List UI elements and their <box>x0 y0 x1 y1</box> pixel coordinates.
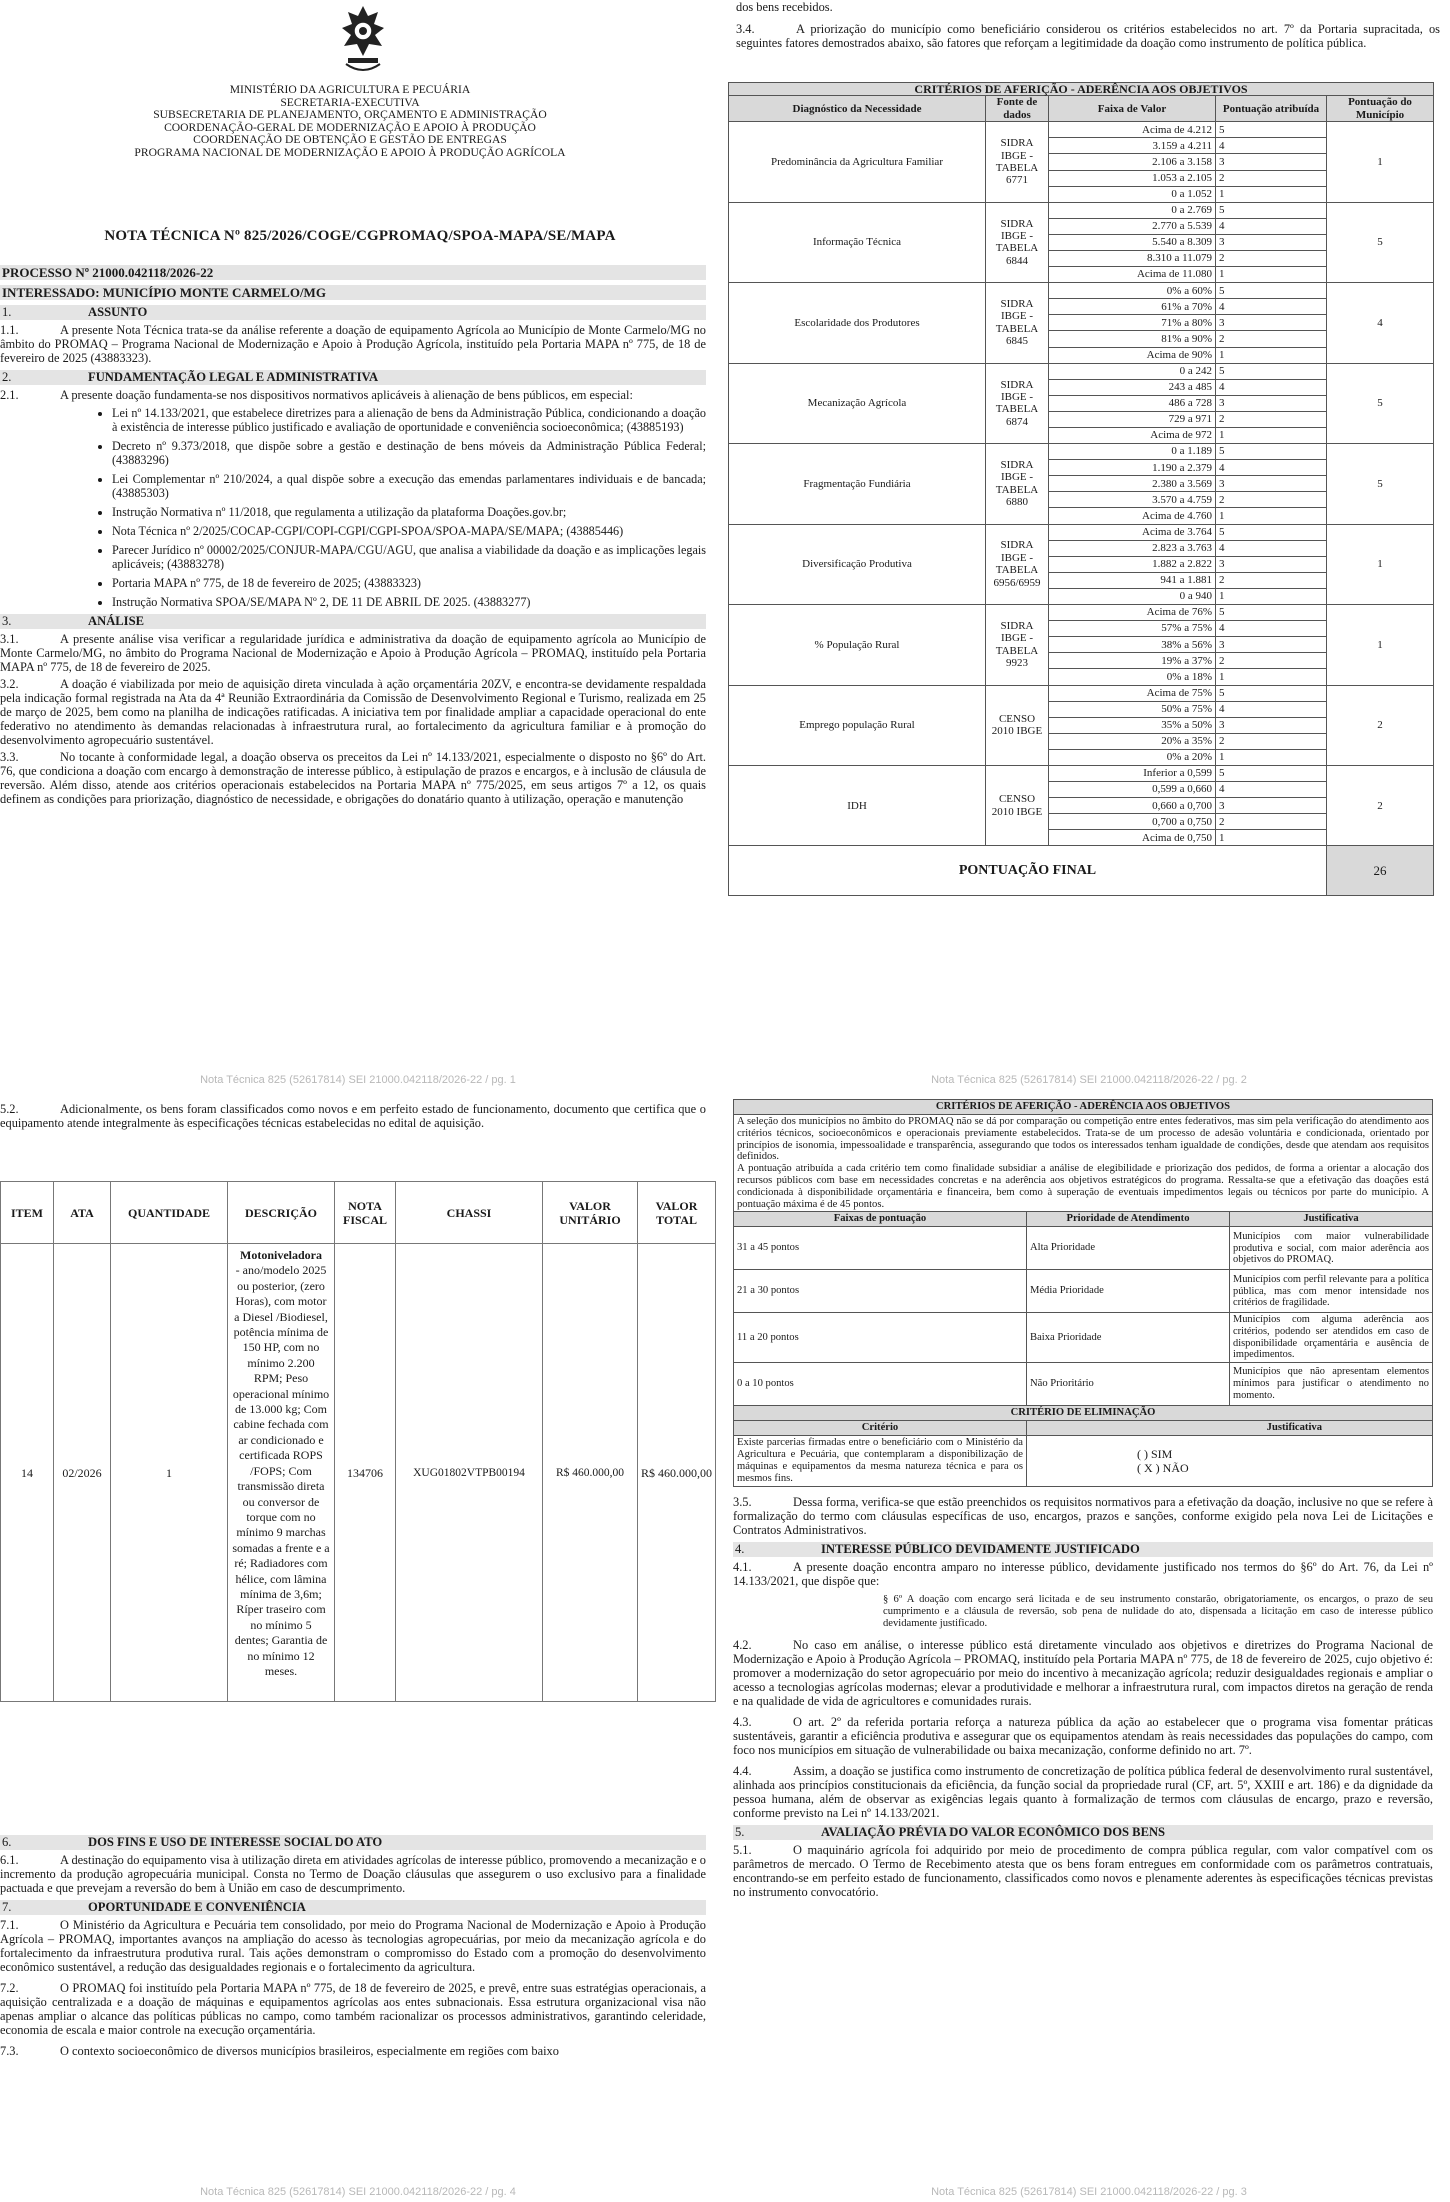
source-cell: SIDRA IBGE - TABELA 9923 <box>986 605 1049 685</box>
range-cell: 8.310 a 11.079 <box>1049 250 1216 266</box>
list-item: • Nota Técnica nº 2/2025/COCAP-CGPI/COPI-CGPI/CGPI-SPOA/SPOA-MAPA/SE/MAPA; (43885446) <box>112 524 706 538</box>
item-unit-value: R$ 460.000,00 <box>543 1244 638 1702</box>
range-cell: 2.106 a 3.158 <box>1049 154 1216 170</box>
page-2 <box>728 0 1450 1090</box>
municipality-score-cell: 1 <box>1327 524 1434 604</box>
score-range-cell: 0 a 10 pontos <box>734 1362 1027 1405</box>
paragraph: dos bens recebidos. <box>736 0 833 14</box>
items-table <box>0 1181 716 1702</box>
column-header: ITEM <box>1 1182 54 1244</box>
section-heading: 7. OPORTUNIDADE E CONVENIÊNCIA <box>0 1900 706 1915</box>
points-cell: 2 <box>1216 733 1327 749</box>
table-row <box>1 1244 716 1702</box>
points-cell: 5 <box>1216 685 1327 701</box>
diagnosis-cell: Fragmentação Fundiária <box>729 444 986 524</box>
points-cell: 2 <box>1216 572 1327 588</box>
range-cell: 0,599 a 0,660 <box>1049 782 1216 798</box>
points-cell: 2 <box>1216 814 1327 830</box>
final-score-label: PONTUAÇÃO FINAL <box>729 846 1327 896</box>
range-cell: 0 a 242 <box>1049 363 1216 379</box>
header-line: COORDENAÇÃO-GERAL DE MODERNIZAÇÃO E APOIO À PRODUÇÃO <box>164 120 536 134</box>
criteria-intro: A seleção dos municípios no âmbito do PROMAQ não se dá por comparação ou competição entre entes federativos, mas sim pela verificação do atendimento aos critérios técnicos, socioeconômicos e operacionais previamente estabelecidos. Trata-se de um processo de adesão voluntária e condicionada, orientado por princípios de isonomia, impessoalidade e transparência, assegurando que todos os interessados tenham igualdade de condições, desde que atendam aos requisitos definidos. A pontuação atribuída a cada critério tem como finalidade subsidiar a análise de elegibilidade e priorização dos pedidos, de forma a orientar a alocação dos recursos públicos com base em necessidades concretas e na aderência aos objetivos estratégicos do programa. Ressalta-se que a efetivação das doações está condicionada à disponibilidade orçamentária e financeira, bem como à superação de eventuais impedimentos legais ou técnicos por parte do município. A pontuação máxima é de 45 pontos. <box>734 1115 1433 1212</box>
diagnosis-cell: Mecanização Agrícola <box>729 363 986 443</box>
column-header: CHASSI <box>396 1182 543 1244</box>
range-cell: Inferior a 0,599 <box>1049 765 1216 781</box>
points-cell: 5 <box>1216 605 1327 621</box>
paragraph: 2.1. A presente doação fundamenta-se nos dispositivos normativos aplicáveis à alienação de bens públicos, em especial: <box>0 388 633 402</box>
source-cell: SIDRA IBGE - TABELA 6844 <box>986 202 1049 282</box>
table-row <box>734 1227 1433 1270</box>
column-header: Pontuação atribuída <box>1216 96 1327 122</box>
points-cell: 2 <box>1216 170 1327 186</box>
column-header: Diagnóstico da Necessidade <box>729 96 986 122</box>
range-cell: 1.053 a 2.105 <box>1049 170 1216 186</box>
item-quantity: 1 <box>111 1244 228 1702</box>
points-cell: 3 <box>1216 637 1327 653</box>
range-cell: Acima de 4.212 <box>1049 122 1216 138</box>
diagnosis-cell: % População Rural <box>729 605 986 685</box>
range-cell: Acima de 90% <box>1049 347 1216 363</box>
column-header: Pontuação do Município <box>1327 96 1434 122</box>
page-footer: Nota Técnica 825 (52617814) SEI 21000.042118/2026-22 / pg. 2 <box>931 1074 1247 1086</box>
points-cell: 5 <box>1216 202 1327 218</box>
range-cell: Acima de 0,750 <box>1049 830 1216 846</box>
points-cell: 3 <box>1216 798 1327 814</box>
header-line: SECRETARIA-EXECUTIVA <box>280 95 420 109</box>
list-item: • Instrução Normativa SPOA/SE/MAPA Nº 2, DE 11 DE ABRIL DE 2025. (43883277) <box>112 595 706 609</box>
range-cell: 50% a 75% <box>1049 701 1216 717</box>
page-3 <box>728 1095 1450 2202</box>
item-ata: 02/2026 <box>54 1244 111 1702</box>
column-header: Fonte de dados <box>986 96 1049 122</box>
paragraph: 4.2. No caso em análise, o interesse público está diretamente vinculado aos objetivos e diretrizes do Programa Nacional de Modernização e Apoio à Produção Agrícola – PROMAQ, instituído pela Portaria MAPA nº 775, de 18 de fevereiro de 2025, cujo objetivo é: promover a modernização do setor agropecuário por meio do incentivo à mecanização agrícola; reduzir desigualdades regionais e ampliar o acesso a tecnologias agrícolas modernas; elevar a produtividade e melhorar a infraestrutura rural, com impactos diretos na geração de renda e na qualidade de vida de agricultores e comunidades rurais. <box>733 1637 1433 1708</box>
range-cell: 486 a 728 <box>1049 395 1216 411</box>
column-header: Faixa de Valor <box>1049 96 1216 122</box>
source-cell: SIDRA IBGE - TABELA 6874 <box>986 363 1049 443</box>
range-cell: 2.380 a 3.569 <box>1049 476 1216 492</box>
paragraph: 4.3. O art. 2º da referida portaria reforça a natureza pública da ação ao estabelecer que o programa visa fomentar práticas sustentáveis, garantir a eficiência produtiva e assegurar que os equipamentos atendam às reais necessidades das populações do campo, com foco nos municípios em situação de vulnerabilidade ou baixa mecanização, conforme definido no art. 7º. <box>733 1714 1433 1757</box>
criteria-explanation-table <box>733 1099 1433 1487</box>
table-row <box>734 1362 1433 1405</box>
range-cell: Acima de 3.764 <box>1049 524 1216 540</box>
range-cell: 0,660 a 0,700 <box>1049 798 1216 814</box>
range-cell: 0 a 1.189 <box>1049 444 1216 460</box>
item-description: Motoniveladora - ano/modelo 2025 ou posterior, (zero Horas), com motor a Diesel /Biodiesel, potência mínima de 150 HP, com no mínimo 2.200 RPM; Peso operacional mínimo de 13.000 kg; Com cabine fechada com ar condicionado e certificada ROPS /FOPS; Com transmissão direta ou conversor de torque com no mínimo 9 marchas somadas a frente e a ré; Radiadores com hélice, com lâmina mínima de 3,6m; Ríper traseiro com no mínimo 5 dentes; Garantia de no mínimo 12 meses. <box>228 1244 335 1702</box>
range-cell: Acima de 76% <box>1049 605 1216 621</box>
points-cell: 2 <box>1216 411 1327 427</box>
option-nao: ( X ) NÃO <box>1137 1460 1189 1475</box>
diagnosis-cell: Diversificação Produtiva <box>729 524 986 604</box>
paragraph: 3.3. No tocante à conformidade legal, a doação observa os preceitos da Lei nº 14.133/2021, especialmente o disposto no §6º do Art. 76, que condiciona a doação com encargo à demonstração de interesse público, à estipulação de prazos e encargos, e à inclusão de cláusula de reversão. Além disso, atende aos critérios operacionais estabelecidos na Portaria MAPA nº 775/2025, em seus artigos 7º a 12, os quais definem as condições para priorização, diagnóstico de necessidade, e obrigações do donatário quanto à utilização, operação e manutenção <box>0 750 706 806</box>
municipality-score-cell: 5 <box>1327 363 1434 443</box>
points-cell: 1 <box>1216 508 1327 524</box>
table-row <box>729 122 1434 138</box>
column-header: Justificativa <box>1230 1212 1433 1227</box>
range-cell: 61% a 70% <box>1049 299 1216 315</box>
points-cell: 2 <box>1216 250 1327 266</box>
points-cell: 1 <box>1216 186 1327 202</box>
header-line: PROGRAMA NACIONAL DE MODERNIZAÇÃO E APOIO À PRODUÇÃO AGRÍCOLA <box>134 145 566 159</box>
legal-basis-list <box>0 406 706 609</box>
list-item: • Decreto nº 9.373/2018, que dispõe sobre a gestão e destinação de bens móveis da Administração Pública Federal; (43883296) <box>112 439 706 467</box>
paragraph: 3.4. A priorização do município como beneficiário considerou os critérios estabelecidos no art. 7º da Portaria supracitada, os seguintes fatores demostrados abaixo, são fatores que reforçam a legitimidade da doação como instrumento de política pública. <box>736 22 1440 50</box>
municipality-score-cell: 4 <box>1327 283 1434 363</box>
priority-cell: Baixa Prioridade <box>1027 1313 1230 1362</box>
column-header: DESCRIÇÃO <box>228 1182 335 1244</box>
range-cell: 38% a 56% <box>1049 637 1216 653</box>
column-header: VALOR TOTAL <box>638 1182 716 1244</box>
table-row <box>729 685 1434 701</box>
points-cell: 2 <box>1216 653 1327 669</box>
municipality-score-cell: 1 <box>1327 605 1434 685</box>
paragraph: 3.5. Dessa forma, verifica-se que estão preenchidos os requisitos normativos para a efetivação da doação, inclusive no que se refere à formalização do termo com cláusulas específicas de uso, encargos, prazos e sanções, conforme exigido pela nova Lei de Licitações e Contratos Administrativos. <box>733 1494 1433 1537</box>
points-cell: 5 <box>1216 765 1327 781</box>
diagnosis-cell: Informação Técnica <box>729 202 986 282</box>
source-cell: SIDRA IBGE - TABELA 6771 <box>986 122 1049 202</box>
paragraph: 1.1. A presente Nota Técnica trata-se da análise referente a doação de equipamento Agrícola ao Município de Monte Carmelo/MG no âmbito do PROMAQ – Programa Nacional de Modernização e Apoio à Produção Agrícola, instituído pela Portaria MAPA nº 775, de 18 de fevereiro de 2025 (43883323). <box>0 323 706 365</box>
list-item: • Lei Complementar nº 210/2024, a qual dispõe sobre a execução das emendas parlamentares individuais e de bancada; (43885303) <box>112 472 706 500</box>
municipality-score-cell: 5 <box>1327 202 1434 282</box>
column-header: QUANTIDADE <box>111 1182 228 1244</box>
justification-cell: Municípios que não apresentam elementos mínimos para justificar o atendimento no momento. <box>1230 1362 1433 1405</box>
section-heading: 5. AVALIAÇÃO PRÉVIA DO VALOR ECONÔMICO DOS BENS <box>733 1825 1433 1840</box>
municipality-score-cell: 2 <box>1327 765 1434 845</box>
header-line: MINISTÉRIO DA AGRICULTURA E PECUÁRIA <box>229 83 471 96</box>
paragraph: 7.2. O PROMAQ foi instituído pela Portaria MAPA nº 775, de 18 de fevereiro de 2025, e prevê, entre suas estratégias operacionais, a aquisição centralizada e a doação de máquinas e equipamentos agrícolas aos entes subnacionais. Essa estrutura organizacional visa não apenas ampliar o alcance das políticas públicas no campo, como também racionalizar os processos administrativos, garantindo celeridade, economia de escala e maior controle na execução orçamentária. <box>0 1981 706 2037</box>
justification-cell: Municípios com alguma aderência aos critérios, podendo ser atendidos em caso de disponibilidade orçamentária e ausência de impedimentos. <box>1230 1313 1433 1362</box>
points-cell: 4 <box>1216 299 1327 315</box>
diagnosis-cell: Emprego população Rural <box>729 685 986 765</box>
column-header: NOTA FISCAL <box>335 1182 396 1244</box>
source-cell: SIDRA IBGE - TABELA 6880 <box>986 444 1049 524</box>
table-row <box>729 363 1434 379</box>
table-row <box>729 765 1434 781</box>
range-cell: 35% a 50% <box>1049 717 1216 733</box>
elimination-title: CRITÉRIO DE ELIMINAÇÃO <box>734 1405 1433 1420</box>
range-cell: 1.190 a 2.379 <box>1049 460 1216 476</box>
table-row <box>734 1313 1433 1362</box>
points-cell: 1 <box>1216 267 1327 283</box>
points-cell: 3 <box>1216 476 1327 492</box>
range-cell: 0% a 18% <box>1049 669 1216 685</box>
criteria-table <box>728 82 1434 896</box>
page-footer: Nota Técnica 825 (52617814) SEI 21000.042118/2026-22 / pg. 4 <box>200 2186 516 2198</box>
points-cell: 4 <box>1216 621 1327 637</box>
paragraph: 3.2. A doação é viabilizada por meio de aquisição direta vinculada à ação orçamentária 20ZV, e encontra-se devidamente respaldada pela indicação formal registrada na Ata da 4ª Reunião Extraordinária da Comissão de Desenvolvimento Regional e Turismo, realizada em 25 de março de 2025, bem como na planilha de indicações ratificadas. A iniciativa tem por finalidade ampliar a capacidade operacional do ente federativo no atendimento às demandas relacionadas à infraestrutura rural, ao fortalecimento da agricultura familiar e à promoção do desenvolvimento agropecuário sustentável. <box>0 677 706 747</box>
range-cell: Acima de 4.760 <box>1049 508 1216 524</box>
paragraph: 5.2. Adicionalmente, os bens foram classificados como novos e em perfeito estado de funcionamento, documento que certifica que o equipamento atende integralmente às especificações técnicas estabelecidas no edital de aquisição. <box>0 1102 706 1130</box>
legal-quote: § 6º A doação com encargo será licitada e de seu instrumento constarão, obrigatoriamente, os encargos, o prazo de seu cumprimento e a cláusula de reversão, sob pena de nulidade do ato, dispensada a licitação em caso de interesse público devidamente justificado. <box>883 1593 1433 1629</box>
range-cell: 0 a 1.052 <box>1049 186 1216 202</box>
range-cell: 729 a 971 <box>1049 411 1216 427</box>
paragraph: 7.1. O Ministério da Agricultura e Pecuária tem consolidado, por meio do Programa Nacional de Modernização e Apoio à Produção Agrícola – PROMAQ, importantes avanços na ampliação do acesso às tecnologias agropecuárias, por meio da mecanização agrícola e do fortalecimento da infraestrutura produtiva rural. Tais ações demonstram o compromisso do Estado com a promoção do desenvolvimento econômico sustentável, a redução das desigualdades regionais e o fortalecimento da agricultura. <box>0 1918 706 1974</box>
table-title: CRITÉRIOS DE AFERIÇÃO - ADERÊNCIA AOS OBJETIVOS <box>729 83 1434 96</box>
table-row <box>729 202 1434 218</box>
source-cell: SIDRA IBGE - TABELA 6956/6959 <box>986 524 1049 604</box>
points-cell: 2 <box>1216 331 1327 347</box>
process-number: PROCESSO Nº 21000.042118/2026-22 <box>0 265 706 280</box>
points-cell: 1 <box>1216 428 1327 444</box>
column-header: Justificativa <box>1027 1420 1433 1435</box>
header-line: COORDENAÇÃO DE OBTENÇÃO E GESTÃO DE ENTREGAS <box>193 133 507 147</box>
item-chassis: XUG01802VTPB00194 <box>396 1244 543 1702</box>
justification-cell: Municípios com perfil relevante para a política pública, mas com menor intensidade nos critérios de fragilidade. <box>1230 1270 1433 1313</box>
municipality-score-cell: 1 <box>1327 122 1434 202</box>
source-cell: CENSO 2010 IBGE <box>986 765 1049 845</box>
coat-of-arms-icon <box>338 4 388 78</box>
points-cell: 3 <box>1216 234 1327 250</box>
range-cell: 0,700 a 0,750 <box>1049 814 1216 830</box>
priority-cell: Alta Prioridade <box>1027 1227 1230 1270</box>
range-cell: 20% a 35% <box>1049 733 1216 749</box>
diagnosis-cell: Predominância da Agricultura Familiar <box>729 122 986 202</box>
diagnosis-cell: IDH <box>729 765 986 845</box>
points-cell: 5 <box>1216 283 1327 299</box>
points-cell: 5 <box>1216 363 1327 379</box>
points-cell: 3 <box>1216 717 1327 733</box>
points-cell: 1 <box>1216 830 1327 846</box>
points-cell: 3 <box>1216 315 1327 331</box>
points-cell: 1 <box>1216 347 1327 363</box>
municipality-score-cell: 5 <box>1327 444 1434 524</box>
section-heading: 3. ANÁLISE <box>0 614 706 629</box>
item-number: 14 <box>1 1244 54 1702</box>
table-row <box>729 524 1434 540</box>
range-cell: 2.770 a 5.539 <box>1049 218 1216 234</box>
header-line: SUBSECRETARIA DE PLANEJAMENTO, ORÇAMENTO E ADMINISTRAÇÃO <box>153 108 547 122</box>
list-item: • Parecer Jurídico nº 00002/2025/CONJUR-MAPA/CGU/AGU, que analisa a viabilidade da doação e as implicações legais aplicáveis; (43883278) <box>112 543 706 571</box>
paragraph: 5.1. O maquinário agrícola foi adquirido por meio de procedimento de compra pública regular, com valor compatível com os parâmetros de mercado. O Termo de Recebimento atesta que os bens foram entregues em conformidade com os parâmetros contratuais, encontrando-se em perfeito estado de funcionamento, classificados como novos e plenamente aderentes às especificações técnicas previstas no instrumento convocatório. <box>733 1842 1433 1899</box>
table-row <box>729 283 1434 299</box>
page-4 <box>0 1095 716 2202</box>
page-footer: Nota Técnica 825 (52617814) SEI 21000.042118/2026-22 / pg. 3 <box>931 2186 1247 2198</box>
points-cell: 1 <box>1216 749 1327 765</box>
paragraph: 7.3. O contexto socioeconômico de diversos municípios brasileiros, especialmente em regiões com baixo <box>0 2044 559 2058</box>
score-range-cell: 21 a 30 pontos <box>734 1270 1027 1313</box>
points-cell: 3 <box>1216 395 1327 411</box>
range-cell: 5.540 a 8.309 <box>1049 234 1216 250</box>
list-item: • Instrução Normativa nº 11/2018, que regulamenta a utilização da plataforma Doações.gov.br; <box>112 505 706 519</box>
points-cell: 4 <box>1216 701 1327 717</box>
range-cell: 941 a 1.881 <box>1049 572 1216 588</box>
score-range-cell: 31 a 45 pontos <box>734 1227 1027 1270</box>
source-cell: CENSO 2010 IBGE <box>986 685 1049 765</box>
range-cell: 243 a 485 <box>1049 379 1216 395</box>
range-cell: 1.882 a 2.822 <box>1049 556 1216 572</box>
range-cell: 0% a 60% <box>1049 283 1216 299</box>
points-cell: 4 <box>1216 218 1327 234</box>
column-header: Critério <box>734 1420 1027 1435</box>
source-cell: SIDRA IBGE - TABELA 6845 <box>986 283 1049 363</box>
range-cell: 19% a 37% <box>1049 653 1216 669</box>
page-footer: Nota Técnica 825 (52617814) SEI 21000.042118/2026-22 / pg. 1 <box>200 1074 516 1086</box>
municipality-score-cell: 2 <box>1327 685 1434 765</box>
points-cell: 2 <box>1216 492 1327 508</box>
paragraph: 4.1. A presente doação encontra amparo no interesse público, devidamente justificado nos termos do §6º do Art. 76, da Lei nº 14.133/2021, que dispõe que: <box>733 1559 1433 1588</box>
page-1 <box>0 0 716 1090</box>
range-cell: Acima de 972 <box>1049 428 1216 444</box>
points-cell: 4 <box>1216 379 1327 395</box>
points-cell: 1 <box>1216 669 1327 685</box>
paragraph: 4.4. Assim, a doação se justifica como instrumento de concretização de política pública federal de desenvolvimento rural sustentável, alinhada aos princípios constitucionais da eficiência, da função social da propriedade rural (CF, art. 5º, XXIII e art. 186) e da dignidade da pessoa humana, além de observar as exigências legais quanto à formalização de termos com cláusulas de encargo, prazo e reversão, conforme previsto na Lei nº 14.133/2021. <box>733 1763 1433 1820</box>
diagnosis-cell: Escolaridade dos Produtores <box>729 283 986 363</box>
section-heading: 4. INTERESSE PÚBLICO DEVIDAMENTE JUSTIFICADO <box>733 1542 1433 1557</box>
interested-party: INTERESSADO: MUNICÍPIO MONTE CARMELO/MG <box>0 285 706 300</box>
priority-cell: Não Prioritário <box>1027 1362 1230 1405</box>
range-cell: 57% a 75% <box>1049 621 1216 637</box>
paragraph: 3.1. A presente análise visa verificar a regularidade jurídica e administrativa da doação de equipamento agrícola ao Município de Monte Carmelo/MG, no âmbito do Programa Nacional de Modernização e Apoio à Produção Agrícola – PROMAQ, instituído pela Portaria MAPA nº 775, de 18 de fevereiro de 2025. <box>0 632 706 674</box>
points-cell: 3 <box>1216 556 1327 572</box>
points-cell: 4 <box>1216 782 1327 798</box>
points-cell: 5 <box>1216 122 1327 138</box>
range-cell: 0% a 20% <box>1049 749 1216 765</box>
section-heading: 1. ASSUNTO <box>0 305 706 320</box>
item-invoice: 134706 <box>335 1244 396 1702</box>
points-cell: 4 <box>1216 138 1327 154</box>
section-heading: 2. FUNDAMENTAÇÃO LEGAL E ADMINISTRATIVA <box>0 370 706 385</box>
points-cell: 3 <box>1216 154 1327 170</box>
points-cell: 4 <box>1216 460 1327 476</box>
points-cell: 5 <box>1216 524 1327 540</box>
range-cell: 3.570 a 4.759 <box>1049 492 1216 508</box>
priority-cell: Média Prioridade <box>1027 1270 1230 1313</box>
table-row <box>729 444 1434 460</box>
range-cell: Acima de 11.080 <box>1049 267 1216 283</box>
column-header: VALOR UNITÁRIO <box>543 1182 638 1244</box>
section-heading: 6. DOS FINS E USO DE INTERESSE SOCIAL DO ATO <box>0 1835 706 1850</box>
elimination-answer <box>1027 1435 1433 1486</box>
table-row <box>729 605 1434 621</box>
range-cell: 81% a 90% <box>1049 331 1216 347</box>
range-cell: 0 a 2.769 <box>1049 202 1216 218</box>
points-cell: 5 <box>1216 444 1327 460</box>
final-score-value: 26 <box>1327 846 1434 896</box>
paragraph: 6.1. A destinação do equipamento visa à utilização direta em atividades agrícolas de interesse público, promovendo a mecanização e o incremento da produção agropecuária municipal. Consta no Termo de Doação cláusulas que assegurem o uso exclusivo para a finalidade pactuada e que prevejam a reversão do bem à União em caso de descumprimento. <box>0 1853 706 1895</box>
table-row <box>734 1270 1433 1313</box>
range-cell: 3.159 a 4.211 <box>1049 138 1216 154</box>
list-item: • Lei nº 14.133/2021, que estabelece diretrizes para a alienação de bens da Administração Pública, condicionando a doação à existência de interesse público justificado e avaliação de oportunidade e conveniência socioeconômica; (43885193) <box>112 406 706 434</box>
column-header: ATA <box>54 1182 111 1244</box>
points-cell: 4 <box>1216 540 1327 556</box>
range-cell: 71% a 80% <box>1049 315 1216 331</box>
document-title: NOTA TÉCNICA Nº 825/2026/COGE/CGPROMAQ/SPOA-MAPA/SE/MAPA <box>104 228 616 244</box>
column-header: Prioridade de Atendimento <box>1027 1212 1230 1227</box>
range-cell: 2.823 a 3.763 <box>1049 540 1216 556</box>
range-cell: Acima de 75% <box>1049 685 1216 701</box>
ministry-header <box>40 84 660 160</box>
justification-cell: Municípios com maior vulnerabilidade produtiva e social, com maior aderência aos objetivos do PROMAQ. <box>1230 1227 1433 1270</box>
column-header: Faixas de pontuação <box>734 1212 1027 1227</box>
range-cell: 0 a 940 <box>1049 588 1216 604</box>
elimination-criterion: Existe parcerias firmadas entre o beneficiário com o Ministério da Agricultura e Pecuária, que contemplaram a disponibilização de máquinas e equipamentos da mesma natureza técnica e para os mesmos fins. <box>734 1435 1027 1486</box>
points-cell: 1 <box>1216 588 1327 604</box>
score-range-cell: 11 a 20 pontos <box>734 1313 1027 1362</box>
item-total-value: R$ 460.000,00 <box>638 1244 716 1702</box>
table-title: CRITÉRIOS DE AFERIÇÃO - ADERÊNCIA AOS OBJETIVOS <box>734 1100 1433 1115</box>
list-item: • Portaria MAPA nº 775, de 18 de fevereiro de 2025; (43883323) <box>112 576 706 590</box>
option-sim: ( ) SIM <box>1137 1446 1173 1461</box>
